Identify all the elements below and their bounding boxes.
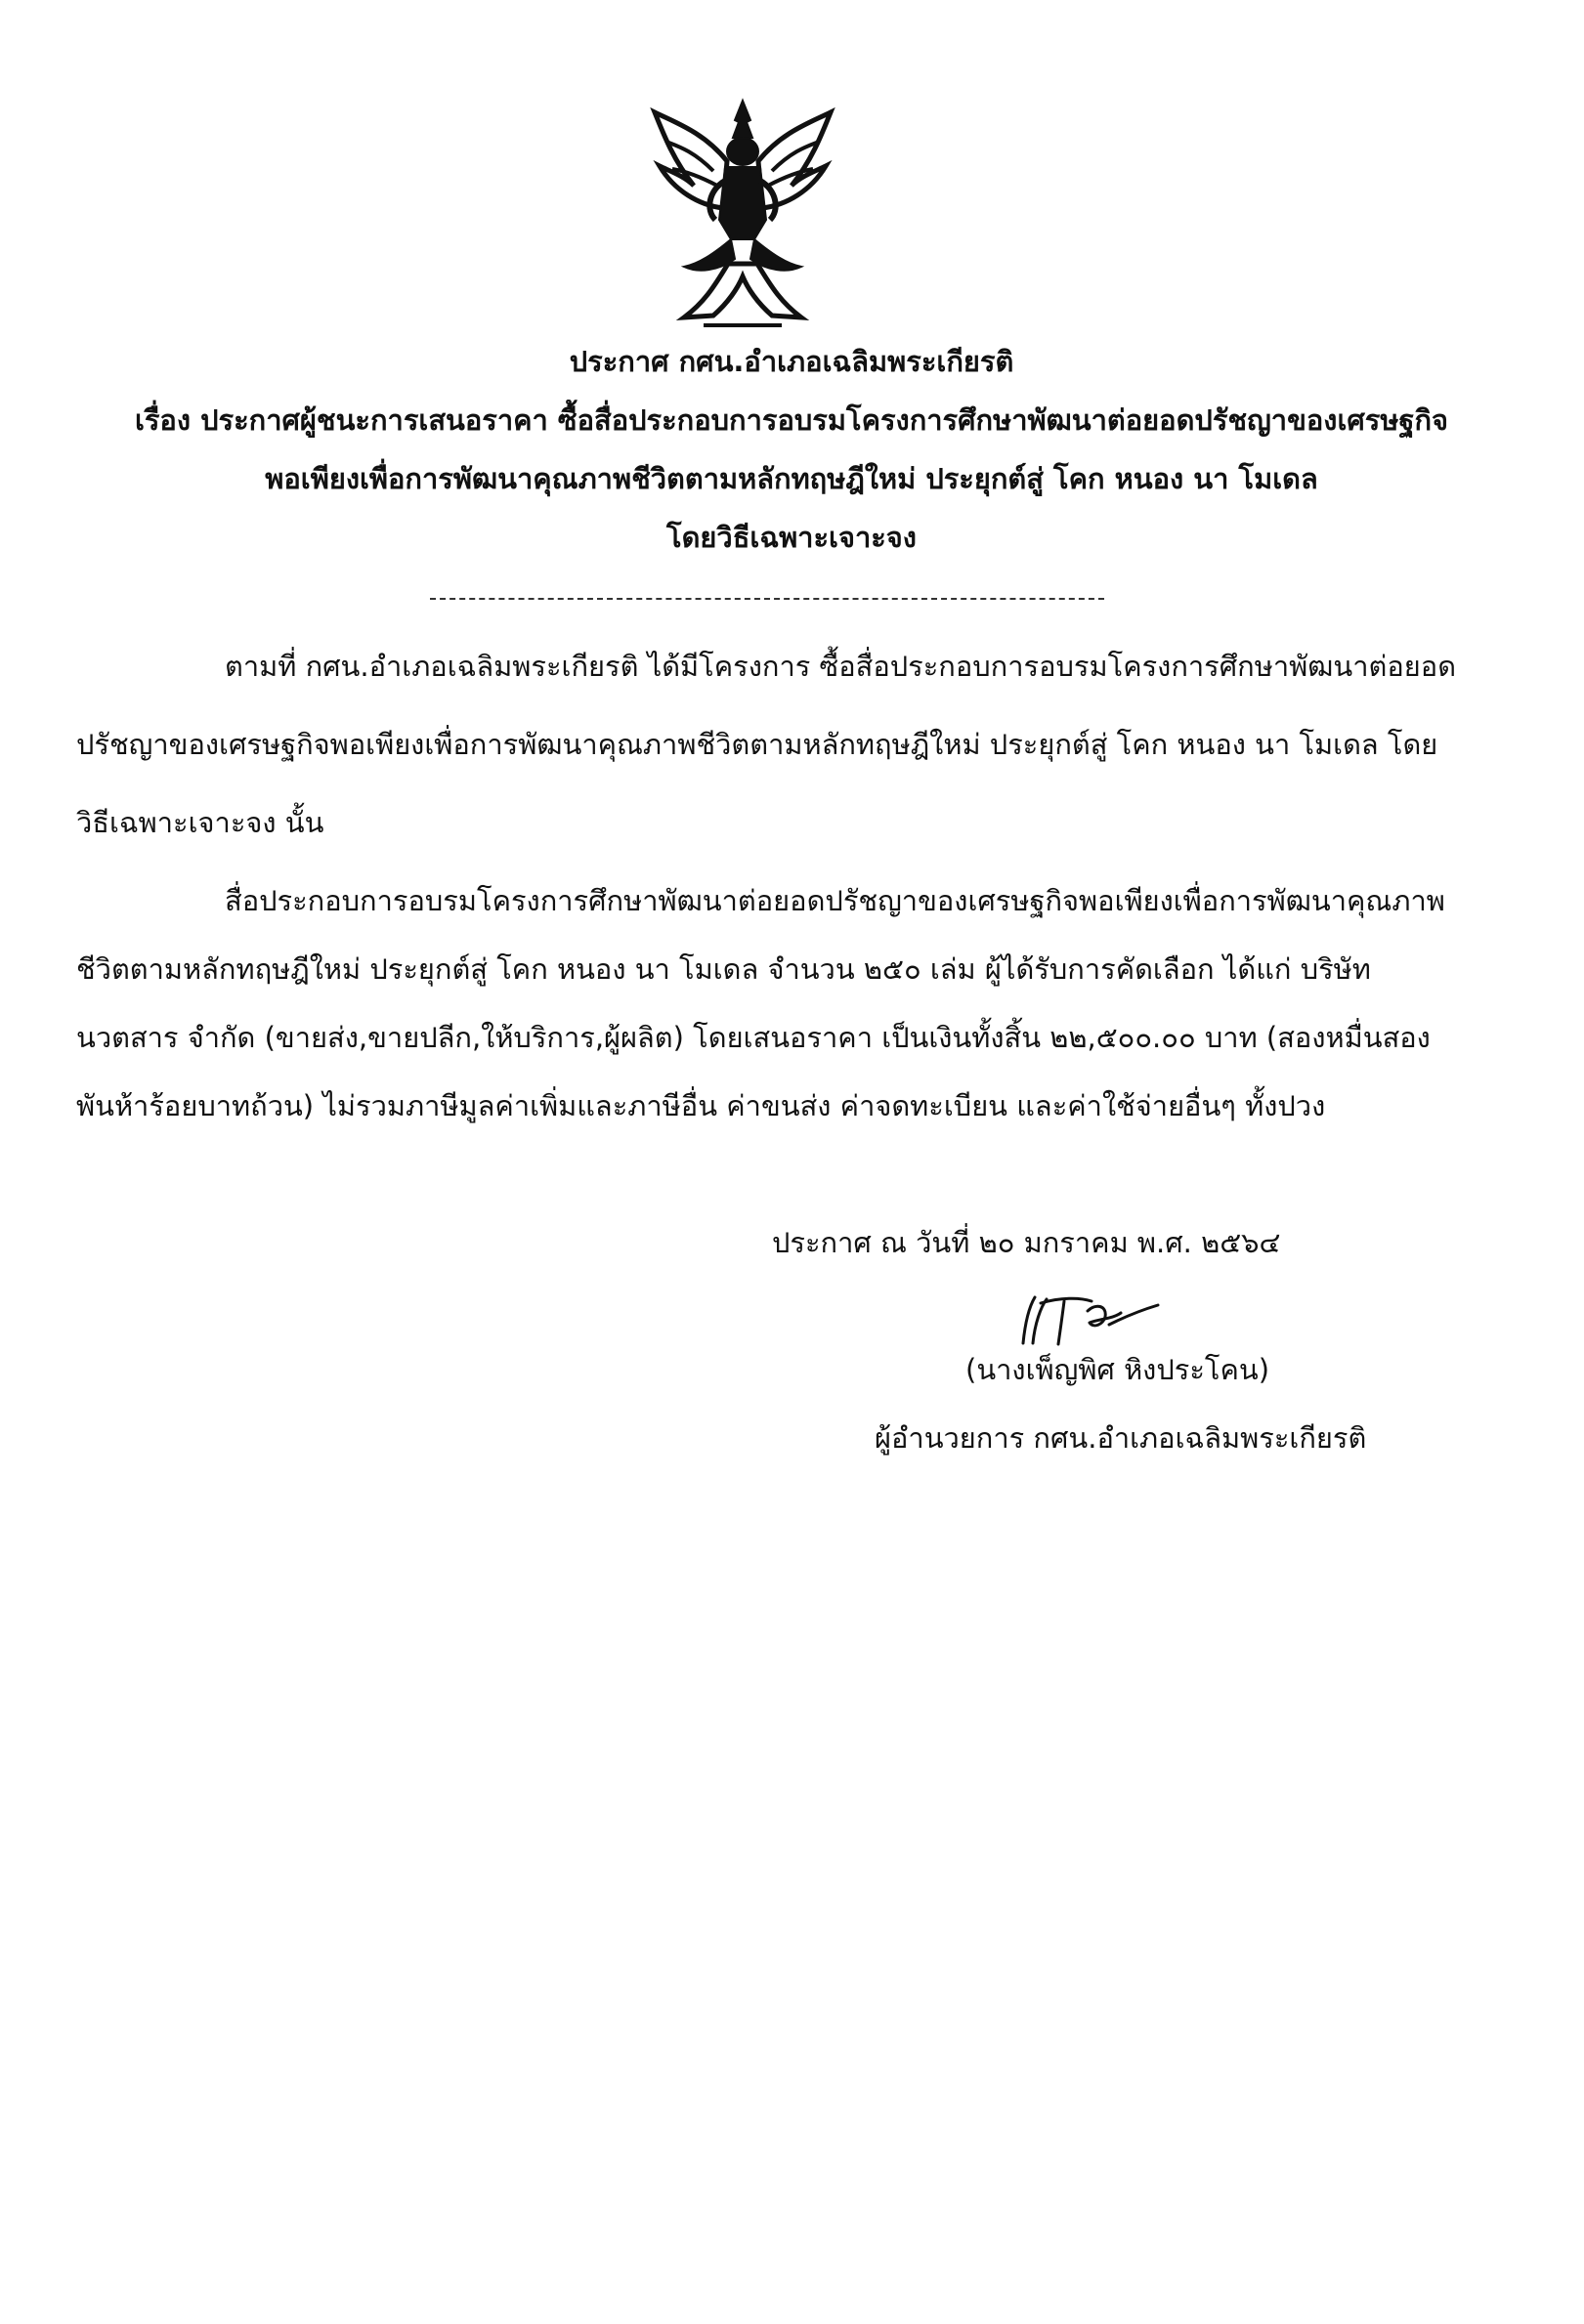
paragraph-2-line-3: นวตสาร จำกัด (ขายส่ง,ขายปลีก,ให้บริการ,ผู้ผลิต) โดยเสนอราคา เป็นเงินทั้งสิ้น ๒๒,๕๐๐.๐๐ บาท (สองหมื่นสอง bbox=[76, 1021, 1431, 1054]
announcement-subject-line-1: เรื่อง ประกาศผู้ชนะการเสนอราคา ซื้อสื่อประกอบการอบรมโครงการศึกษาพัฒนาต่อยอดปรัชญาของเศรษฐกิจ bbox=[134, 403, 1449, 437]
paragraph-1-line-1: ตามที่ กศน.อำเภอเฉลิมพระเกียรติ ได้มีโครงการ ซื้อสื่อประกอบการอบรมโครงการศึกษาพัฒนาต่อยอด bbox=[225, 650, 1457, 683]
signer-position: ผู้อำนวยการ กศน.อำเภอเฉลิมพระเกียรติ bbox=[875, 1421, 1367, 1455]
announcement-subject-line-3: โดยวิธีเฉพาะเจาะจง bbox=[666, 521, 917, 554]
paragraph-2-line-2: ชีวิตตามหลักทฤษฎีใหม่ ประยุกต์สู่ โคก หนอง นา โมเดล จำนวน ๒๕๐ เล่ม ผู้ได้รับการคัดเลือก ได้แก่ บริษัท bbox=[76, 952, 1371, 986]
paragraph-2-line-1: สื่อประกอบการอบรมโครงการศึกษาพัฒนาต่อยอดปรัชญาของเศรษฐกิจพอเพียงเพื่อการพัฒนาคุณภาพ bbox=[225, 884, 1445, 917]
handwritten-signature-icon bbox=[1011, 1289, 1168, 1348]
paragraph-1-line-2: ปรัชญาของเศรษฐกิจพอเพียงเพื่อการพัฒนาคุณภาพชีวิตตามหลักทฤษฎีใหม่ ประยุกต์สู่ โคก หนอง นา โมเดล โดย bbox=[76, 728, 1438, 761]
signer-name: (นางเพ็ญพิศ หิงประโคน) bbox=[965, 1353, 1270, 1386]
announcement-date: ประกาศ ณ วันที่ ๒๐ มกราคม พ.ศ. ๒๕๖๔ bbox=[772, 1226, 1281, 1259]
paragraph-1-line-3: วิธีเฉพาะเจาะจง นั้น bbox=[76, 806, 324, 839]
announcement-issuer: ประกาศ กศน.อำเภอเฉลิมพระเกียรติ bbox=[569, 345, 1014, 378]
paragraph-2-line-4: พันห้าร้อยบาทถ้วน) ไม่รวมภาษีมูลค่าเพิ่มและภาษีอื่น ค่าขนส่ง ค่าจดทะเบียน และค่าใช้จ่ายอื่นๆ ทั้งปวง bbox=[76, 1089, 1326, 1122]
dashed-divider bbox=[430, 598, 1104, 600]
garuda-emblem-icon bbox=[645, 93, 840, 337]
announcement-subject-line-2: พอเพียงเพื่อการพัฒนาคุณภาพชีวิตตามหลักทฤษฎีใหม่ ประยุกต์สู่ โคก หนอง นา โมเดล bbox=[265, 462, 1318, 495]
